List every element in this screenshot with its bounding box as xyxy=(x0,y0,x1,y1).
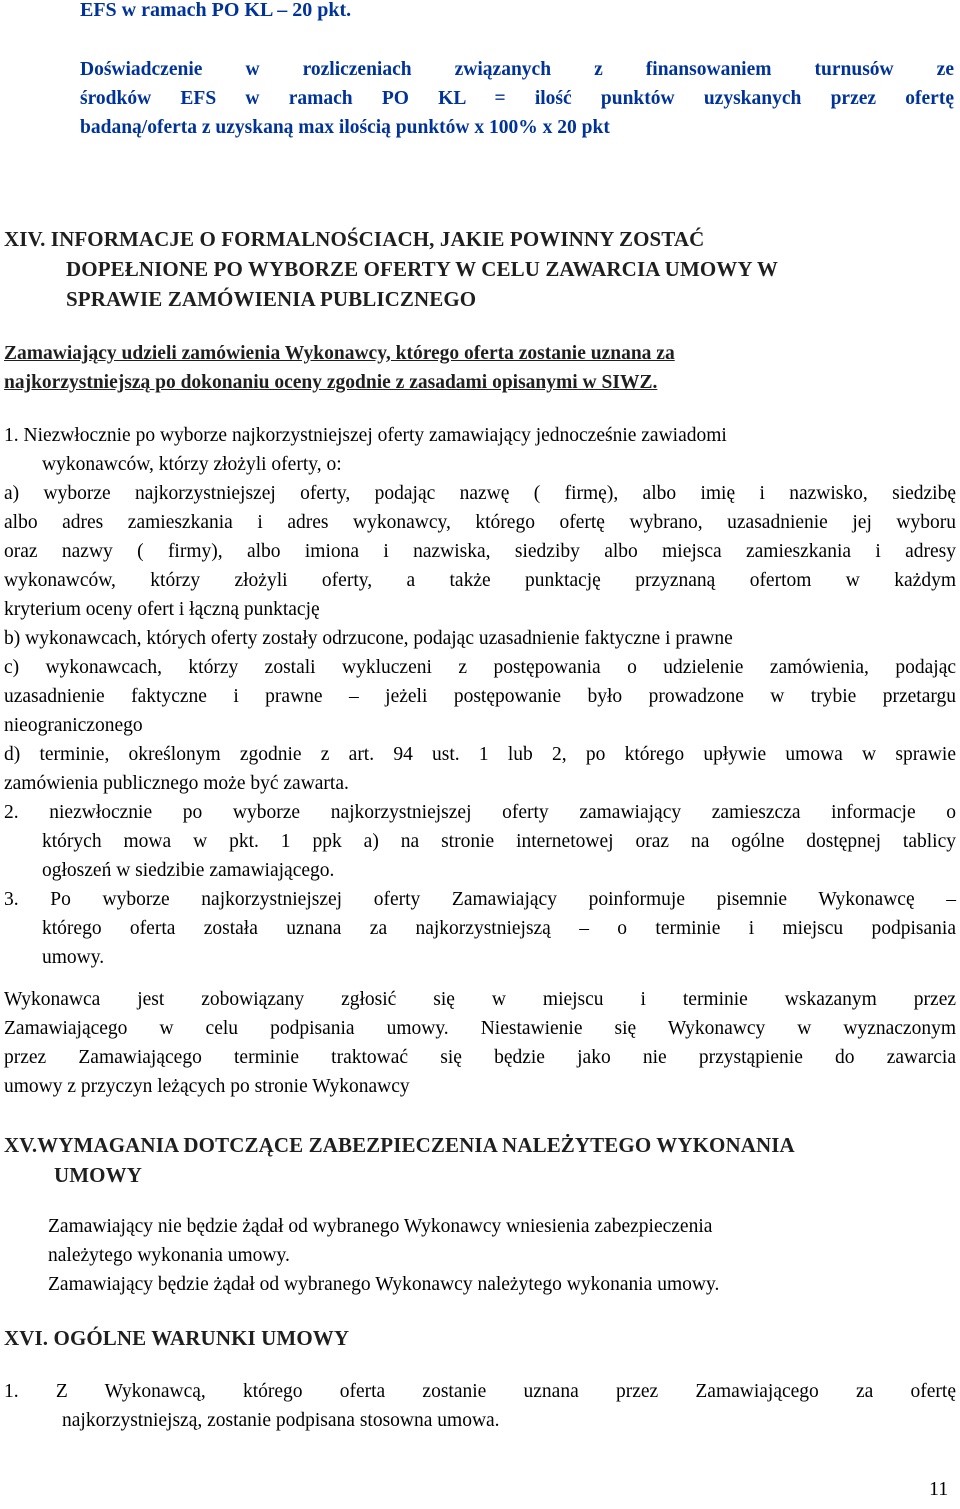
body-line: Zamawiający będzie żądał od wybranego Wykonawcy należytego wykonania umowy. xyxy=(48,1274,720,1295)
intro-line: najkorzystniejszą po dokonaniu oceny zgodnie z zasadami opisanymi w SIWZ. xyxy=(4,372,658,393)
body-line: należytego wykonania umowy. xyxy=(48,1245,290,1266)
body-line: 3. Po wyborze najkorzystniejszej oferty Zamawiający poinformuje pisemnie Wykonawcę – xyxy=(4,889,956,910)
section-heading: DOPEŁNIONE PO WYBORZE OFERTY W CELU ZAWARCIA UMOWY W xyxy=(66,257,778,281)
body-line: umowy. xyxy=(42,947,105,968)
section-heading: XV.WYMAGANIA DOTCZĄCE ZABEZPIECZENIA NALEŻYTEGO WYKONANIA xyxy=(4,1133,795,1157)
top-paragraph-line: środków EFS w ramach PO KL = ilość punktów uzyskanych przez ofertę xyxy=(80,88,954,109)
body-line: Wykonawca jest zobowiązany zgłosić się w miejscu i terminie wskazanym przez xyxy=(4,989,956,1010)
top-paragraph-line: Doświadczenie w rozliczeniach związanych z finansowaniem turnusów ze xyxy=(80,59,954,80)
section-heading: UMOWY xyxy=(54,1163,142,1187)
body-line: albo adres zamieszkania i adres wykonawcy, którego ofertę wybrano, uzasadnienie jej wyboru xyxy=(4,512,956,533)
body-line: a) wyborze najkorzystniejszej oferty, podając nazwę ( firmę), albo imię i nazwisko, siedzibę xyxy=(4,483,956,504)
body-line: najkorzystniejszą, zostanie podpisana stosowna umowa. xyxy=(62,1410,500,1431)
body-line: Zamawiającego w celu podpisania umowy. Niestawienie się Wykonawcy w wyznaczonym xyxy=(4,1018,956,1039)
body-line: zamówienia publicznego może być zawarta. xyxy=(4,773,349,794)
body-line: oraz nazwy ( firmy), albo imiona i nazwiska, siedziby albo miejsca zamieszkania i adresy xyxy=(4,541,956,562)
body-line: Zamawiający nie będzie żądał od wybranego Wykonawcy wniesienia zabezpieczenia xyxy=(48,1216,713,1237)
top-line: EFS w ramach PO KL – 20 pkt. xyxy=(80,0,352,21)
body-line: przez Zamawiającego terminie traktować się będzie jako nie przystąpienie do zawarcia xyxy=(4,1047,956,1068)
body-line: b) wykonawcach, których oferty zostały odrzucone, podając uzasadnienie faktyczne i prawne xyxy=(4,628,733,649)
body-line: c) wykonawcach, którzy zostali wykluczeni z postępowania o udzielenie zamówienia, podając xyxy=(4,657,956,678)
page-number: 11 xyxy=(929,1478,949,1500)
body-line: wykonawców, którzy złożyli oferty, o: xyxy=(42,454,342,475)
body-line: ogłoszeń w siedzibie zamawiającego. xyxy=(42,860,335,881)
section-heading: SPRAWIE ZAMÓWIENIA PUBLICZNEGO xyxy=(66,287,477,311)
body-line: którego oferta została uznana za najkorzystniejszą – o terminie i miejscu podpisania xyxy=(42,918,956,939)
body-line: umowy z przyczyn leżących po stronie Wykonawcy xyxy=(4,1076,410,1097)
section-heading: XVI. OGÓLNE WARUNKI UMOWY xyxy=(4,1326,350,1350)
top-paragraph-line: badaną/oferta z uzyskaną max ilością punktów x 100% x 20 pkt xyxy=(80,117,610,138)
body-line: których mowa w pkt. 1 ppk a) na stronie internetowej oraz na ogólne dostępnej tablicy xyxy=(42,831,956,852)
section-heading: XIV. INFORMACJE O FORMALNOŚCIACH, JAKIE POWINNY ZOSTAĆ xyxy=(4,227,705,251)
body-line: kryterium oceny ofert i łączną punktację xyxy=(4,599,320,620)
body-line: nieograniczonego xyxy=(4,715,143,736)
body-line: d) terminie, określonym zgodnie z art. 94 ust. 1 lub 2, po którego upływie umowa w sprawie xyxy=(4,744,956,765)
body-line: uzasadnienie faktyczne i prawne – jeżeli postępowanie było prowadzone w trybie przetargu xyxy=(4,686,956,707)
body-line: 1. Z Wykonawcą, którego oferta zostanie uznana przez Zamawiającego za ofertę xyxy=(4,1381,956,1402)
body-line: 2. niezwłocznie po wyborze najkorzystniejszej oferty zamawiający zamieszcza informacje o xyxy=(4,802,956,823)
body-line: 1. Niezwłocznie po wyborze najkorzystniejszej oferty zamawiający jednocześnie zawiadomi xyxy=(4,425,727,446)
body-line: wykonawców, którzy złożyli oferty, a także punktację przyznaną ofertom w każdym xyxy=(4,570,956,591)
intro-line: Zamawiający udzieli zamówienia Wykonawcy, którego oferta zostanie uznana za xyxy=(4,343,675,364)
